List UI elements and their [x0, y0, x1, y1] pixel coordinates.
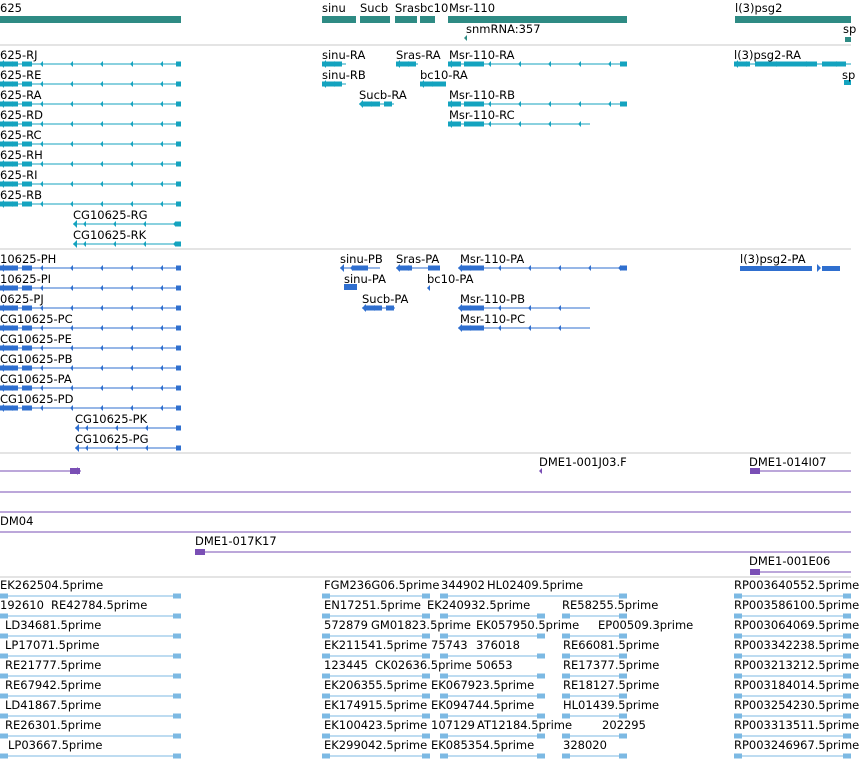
strand-arrow-left-icon	[130, 81, 133, 87]
exon-block	[464, 102, 484, 107]
exon-block	[822, 266, 840, 271]
exon-block	[22, 182, 32, 187]
exon-block	[176, 286, 181, 291]
exon-block	[173, 714, 181, 719]
strand-arrow-left-icon	[130, 61, 133, 67]
feature-label[interactable]: Sucb	[360, 1, 389, 15]
exon-block	[173, 654, 181, 659]
strand-arrow-left-icon	[528, 265, 531, 271]
exon-block	[195, 549, 205, 555]
exon-block	[176, 82, 181, 87]
feature-label[interactable]: CK02636.5prime	[375, 658, 472, 672]
strand-arrow-left-icon	[160, 101, 163, 107]
strand-arrow-left-icon	[100, 81, 103, 87]
feature-label[interactable]: RP003342238.5prime	[734, 638, 859, 652]
exon-block	[22, 102, 32, 107]
feature-label[interactable]: RP003184014.5prime	[734, 678, 859, 692]
feature-label[interactable]: LP17071.5prime	[5, 638, 100, 652]
feature-label[interactable]: l(3)psg2-PA	[740, 252, 806, 266]
strand-arrow-left-icon	[100, 141, 103, 147]
exon-block	[22, 346, 32, 351]
exon-block	[384, 102, 392, 107]
strand-arrow-left-icon	[70, 161, 73, 167]
feature-label[interactable]: snmRNA:357	[466, 22, 541, 36]
exon-block	[176, 102, 181, 107]
feature-label[interactable]: sp	[843, 22, 857, 36]
exon-block	[0, 754, 8, 759]
strand-arrow-left-icon	[100, 385, 103, 391]
feature-label[interactable]: 75743	[431, 638, 468, 652]
gene-bar	[360, 16, 390, 23]
feature-label[interactable]: 10625-PH	[0, 252, 57, 266]
feature-label[interactable]: 376018	[476, 638, 520, 652]
feature-label[interactable]: DME1-017K17	[195, 534, 277, 548]
exon-block	[176, 266, 181, 271]
feature-label[interactable]: bc10-PA	[427, 272, 474, 286]
strand-arrow-left-icon	[100, 365, 103, 371]
feature-label[interactable]: 192610	[0, 598, 44, 612]
feature-label[interactable]: LD41867.5prime	[5, 698, 102, 712]
feature-label[interactable]: EK240932.5prime	[427, 598, 531, 612]
strand-arrow-left-icon	[130, 405, 133, 411]
feature-label[interactable]: Msr-110-RB	[449, 88, 516, 102]
feature-label[interactable]: EN17251.5prime	[324, 598, 421, 612]
exon-block	[428, 266, 440, 271]
strand-arrow-left-icon	[173, 221, 176, 227]
feature-label[interactable]: Msr-110-RA	[449, 48, 515, 62]
strand-arrow-left-icon	[130, 121, 133, 127]
feature-label[interactable]: EK211541.5prime	[324, 638, 428, 652]
feature-label[interactable]: CG10625-PK	[75, 412, 148, 426]
feature-label[interactable]: AT12184.5prime	[477, 718, 573, 732]
feature-label[interactable]: GM01823.5prime	[371, 618, 471, 632]
feature-label[interactable]: RP003213212.5prime	[734, 658, 859, 672]
exon-block	[176, 426, 181, 431]
feature-label[interactable]: 625-RJ	[0, 48, 38, 62]
exon-block	[173, 694, 181, 699]
feature-label[interactable]: RP003586100.5prime	[734, 598, 859, 612]
exon-block	[22, 406, 32, 411]
strand-arrow-left-icon	[518, 61, 521, 67]
exon-block	[176, 122, 181, 127]
feature-label[interactable]: RE26301.5prime	[5, 718, 102, 732]
feature-label[interactable]: 572879	[324, 618, 368, 632]
exon-block	[750, 569, 760, 575]
strand-arrow-left-icon	[100, 201, 103, 207]
strand-arrow-left-icon	[100, 305, 103, 311]
exon-block	[173, 754, 181, 759]
feature-label[interactable]: RE42784.5prime	[51, 598, 148, 612]
feature-label[interactable]: 625-RD	[0, 108, 43, 122]
feature-label[interactable]: 10625-PI	[0, 272, 52, 286]
strand-arrow-left-icon	[160, 325, 163, 331]
strand-arrow-left-icon	[130, 201, 133, 207]
strand-arrow-left-icon	[160, 161, 163, 167]
exon-block	[619, 734, 627, 739]
feature-label[interactable]: EK262504.5prime	[0, 578, 104, 592]
feature-label[interactable]: HL01439.5prime	[563, 698, 660, 712]
strand-arrow-left-icon	[130, 181, 133, 187]
feature-label[interactable]: Sucb-PA	[362, 292, 409, 306]
strand-arrow-left-icon	[173, 241, 176, 247]
feature-label[interactable]: Msr-110	[449, 1, 496, 15]
feature-label[interactable]: CG10625-PE	[0, 332, 72, 346]
exon-block	[176, 202, 181, 207]
exon-block	[176, 386, 181, 391]
feature-label[interactable]: HL02409.5prime	[487, 578, 584, 592]
strand-arrow-left-icon	[70, 101, 73, 107]
gene-bar	[845, 37, 851, 42]
strand-arrow-left-icon	[618, 265, 621, 271]
exon-block	[176, 242, 181, 247]
feature-label[interactable]: CG10625-RK	[73, 228, 147, 242]
strand-arrow-left-icon	[160, 141, 163, 147]
feature-label[interactable]: 625-RH	[0, 148, 43, 162]
exon-block	[22, 326, 32, 331]
exon-block	[537, 734, 545, 739]
feature-label[interactable]: RE21777.5prime	[5, 658, 102, 672]
strand-arrow-left-icon	[130, 325, 133, 331]
exon-block	[173, 674, 181, 679]
exon-block	[755, 62, 817, 67]
strand-arrow-left-icon	[100, 405, 103, 411]
feature-label[interactable]: 625-RC	[0, 128, 42, 142]
exon-block	[173, 634, 181, 639]
feature-label[interactable]: 50653	[476, 658, 513, 672]
exon-block	[22, 162, 32, 167]
strand-arrow-left-icon	[130, 385, 133, 391]
strand-arrow-left-icon	[558, 305, 561, 311]
strand-arrow-left-icon	[130, 265, 133, 271]
feature-label[interactable]: 107129	[431, 718, 475, 732]
exon-block	[352, 266, 368, 271]
strand-arrow-left-icon	[160, 365, 163, 371]
feature-label[interactable]: DME1-001E06	[749, 554, 831, 568]
feature-label[interactable]: FGM236G06.5prime	[324, 578, 440, 592]
exon-block	[462, 266, 484, 271]
strand-arrow-left-icon	[130, 141, 133, 147]
strand-arrow-left-icon	[548, 61, 551, 67]
strand-arrow-left-icon	[528, 325, 531, 331]
feature-label[interactable]: CG10625-RG	[73, 208, 148, 222]
exon-block	[176, 182, 181, 187]
exon-block	[176, 406, 181, 411]
feature-label[interactable]: Msr-110-PA	[460, 252, 525, 266]
exon-block	[537, 694, 545, 699]
strand-arrow-left-icon	[160, 201, 163, 207]
strand-arrow-left-icon	[608, 101, 611, 107]
strand-arrow-left-icon	[160, 385, 163, 391]
strand-arrow-left-icon	[160, 305, 163, 311]
exon-block	[322, 754, 330, 759]
strand-arrow-left-icon	[578, 101, 581, 107]
exon-block	[464, 122, 484, 127]
feature-label[interactable]: CG10625-PB	[0, 352, 73, 366]
exon-block	[537, 654, 545, 659]
feature-label[interactable]: sinu-RA	[322, 48, 366, 62]
feature-label[interactable]: EK085354.5prime	[431, 738, 535, 752]
strand-arrow-left-icon	[130, 161, 133, 167]
exon-block	[422, 754, 430, 759]
strand-arrow-left-icon	[608, 61, 611, 67]
feature-label[interactable]: RP003246967.5prime	[734, 738, 859, 752]
strand-arrow-left-icon	[40, 181, 43, 187]
feature-label[interactable]: EK094744.5prime	[431, 698, 535, 712]
exon-block	[173, 614, 181, 619]
exon-block	[620, 266, 627, 271]
feature-label[interactable]: bc10-RA	[420, 68, 468, 82]
strand-arrow-left-icon	[70, 305, 73, 311]
feature-label[interactable]: EK100423.5prime	[324, 718, 428, 732]
feature-label[interactable]: sinu-RB	[322, 68, 366, 82]
strand-arrow-left-icon	[130, 305, 133, 311]
exon-block	[620, 62, 627, 67]
strand-arrow-left-icon	[160, 121, 163, 127]
exon-block	[176, 326, 181, 331]
exon-block	[22, 386, 32, 391]
exon-block	[740, 266, 812, 271]
feature-label[interactable]: RE17377.5prime	[563, 658, 660, 672]
feature-label[interactable]: RE66081.5prime	[563, 638, 660, 652]
exon-block	[562, 754, 570, 759]
strand-arrow-left-icon	[70, 201, 73, 207]
feature-label[interactable]: 344902	[441, 578, 485, 592]
feature-label[interactable]: RP003640552.5prime	[734, 578, 859, 592]
exon-block	[22, 122, 32, 127]
exon-block	[386, 306, 394, 311]
strand-arrow-left-icon	[100, 345, 103, 351]
strand-arrow-right-icon	[817, 264, 821, 272]
strand-arrow-left-icon	[160, 181, 163, 187]
exon-block	[537, 754, 545, 759]
feature-label[interactable]: 123445	[324, 658, 368, 672]
exon-block	[176, 162, 181, 167]
strand-arrow-left-icon	[100, 161, 103, 167]
exon-block	[176, 306, 181, 311]
strand-arrow-left-icon	[100, 285, 103, 291]
strand-arrow-left-icon	[100, 101, 103, 107]
strand-arrow-left-icon	[130, 365, 133, 371]
feature-label[interactable]: l(3)psg2-RA	[734, 48, 801, 62]
strand-arrow-left-icon	[578, 61, 581, 67]
feature-label[interactable]: DME1-001J03.F	[539, 455, 627, 469]
exon-block	[22, 366, 32, 371]
strand-arrow-left-icon	[40, 61, 43, 67]
strand-arrow-left-icon	[160, 81, 163, 87]
feature-label[interactable]: LD34681.5prime	[5, 618, 102, 632]
feature-label[interactable]: RE18127.5prime	[563, 678, 660, 692]
strand-arrow-left-icon	[70, 181, 73, 187]
strand-arrow-left-icon	[100, 121, 103, 127]
strand-arrow-left-icon	[518, 121, 521, 127]
exon-block	[619, 754, 627, 759]
feature-label[interactable]: CG10625-PA	[0, 372, 72, 386]
feature-label[interactable]: 625-RB	[0, 188, 42, 202]
strand-arrow-left-icon	[70, 265, 73, 271]
strand-arrow-left-icon	[130, 345, 133, 351]
feature-label[interactable]: Msr-110-RC	[449, 108, 515, 122]
strand-arrow-left-icon	[160, 405, 163, 411]
feature-label[interactable]: 0625-PJ	[0, 292, 44, 306]
feature-label[interactable]: 625	[0, 1, 22, 15]
exon-block	[22, 62, 32, 67]
feature-label[interactable]: bc10	[420, 1, 449, 15]
exon-block	[173, 734, 181, 739]
feature-label[interactable]: CG10625-PC	[0, 312, 73, 326]
strand-arrow-left-icon	[578, 121, 581, 127]
strand-arrow-left-icon	[558, 325, 561, 331]
feature-label[interactable]: EK057950.5prime	[476, 618, 580, 632]
strand-arrow-left-icon	[130, 101, 133, 107]
feature-label[interactable]: Sras-RA	[396, 48, 441, 62]
exon-block	[176, 222, 181, 227]
exon-block	[22, 202, 32, 207]
feature-label[interactable]: EK299042.5prime	[324, 738, 428, 752]
exon-block	[440, 754, 448, 759]
strand-arrow-left-icon	[528, 305, 531, 311]
strand-arrow-left-icon	[160, 285, 163, 291]
gene-bar	[0, 16, 181, 23]
feature-label[interactable]: 202295	[602, 718, 646, 732]
strand-arrow-left-icon	[160, 61, 163, 67]
strand-arrow-left-icon	[70, 121, 73, 127]
feature-label[interactable]: 625-RE	[0, 68, 42, 82]
strand-arrow-left-icon	[100, 265, 103, 271]
exon-block	[22, 266, 32, 271]
exon-block	[462, 306, 484, 311]
exon-block	[22, 82, 32, 87]
gene-bar	[420, 16, 435, 23]
strand-arrow-left-icon	[130, 285, 133, 291]
exon-block	[537, 674, 545, 679]
exon-block	[0, 734, 8, 739]
exon-block	[620, 102, 627, 107]
feature-label[interactable]: 625-RI	[0, 168, 38, 182]
gene-bar	[395, 16, 417, 23]
exon-block	[398, 266, 412, 271]
exon-block	[843, 754, 851, 759]
feature-label[interactable]: LP03667.5prime	[8, 738, 103, 752]
strand-arrow-left-icon	[160, 345, 163, 351]
feature-label[interactable]: DME1-014I07	[749, 455, 827, 469]
strand-arrow-left-icon	[518, 101, 521, 107]
strand-arrow-left-icon	[548, 121, 551, 127]
strand-arrow-left-icon	[100, 181, 103, 187]
strand-arrow-left-icon	[558, 265, 561, 271]
exon-block	[176, 62, 181, 67]
strand-arrow-left-icon	[70, 285, 73, 291]
exon-block	[537, 634, 545, 639]
exon-block	[176, 446, 181, 451]
feature-label[interactable]: 328020	[563, 738, 607, 752]
feature-label[interactable]: sinu	[322, 1, 346, 15]
feature-label[interactable]: EK174915.5prime	[324, 698, 428, 712]
feature-label[interactable]: EP00509.3prime	[598, 618, 694, 632]
exon-block	[22, 286, 32, 291]
feature-label[interactable]: DM04	[0, 514, 34, 528]
feature-label[interactable]: RP003064069.5prime	[734, 618, 859, 632]
feature-label[interactable]: sp	[842, 68, 856, 82]
feature-label[interactable]: EK206355.5prime	[324, 678, 428, 692]
feature-label[interactable]: Msr-110-PB	[460, 292, 525, 306]
strand-arrow-left-icon	[70, 141, 73, 147]
gene-bar	[735, 16, 851, 23]
strand-arrow-left-icon	[70, 61, 73, 67]
feature-label[interactable]: RE58255.5prime	[562, 598, 659, 612]
exon-block	[176, 142, 181, 147]
exon-block	[22, 142, 32, 147]
exon-block	[176, 366, 181, 371]
feature-label[interactable]: EK067923.5prime	[431, 678, 535, 692]
strand-arrow-left-icon	[548, 101, 551, 107]
feature-label[interactable]: CG10625-PG	[75, 432, 149, 446]
exon-block	[464, 62, 484, 67]
strand-arrow-left-icon	[70, 81, 73, 87]
feature-label[interactable]: Sras-PA	[396, 252, 440, 266]
strand-arrow-left-icon	[160, 265, 163, 271]
exon-block	[734, 754, 742, 759]
feature-label[interactable]: 625-RA	[0, 88, 42, 102]
exon-block	[462, 326, 484, 331]
feature-label[interactable]: l(3)psg2	[735, 1, 783, 15]
exon-block	[173, 594, 181, 599]
exon-block	[176, 346, 181, 351]
gene-bar	[322, 16, 356, 23]
feature-label[interactable]: Msr-110-PC	[460, 312, 526, 326]
feature-label[interactable]: CG10625-PD	[0, 392, 74, 406]
feature-label[interactable]: RE67942.5prime	[5, 678, 102, 692]
strand-arrow-left-icon	[100, 61, 103, 67]
feature-label[interactable]: RP003313511.5prime	[734, 718, 859, 732]
exon-block	[22, 306, 32, 311]
feature-label[interactable]: Sucb-RA	[359, 88, 407, 102]
strand-arrow-left-icon	[100, 325, 103, 331]
strand-arrow-left-icon	[588, 265, 591, 271]
feature-label[interactable]: sinu-PA	[344, 272, 386, 286]
feature-label[interactable]: Sras	[395, 1, 421, 15]
feature-label[interactable]: sinu-PB	[340, 252, 383, 266]
feature-label[interactable]: RP003254230.5prime	[734, 698, 859, 712]
